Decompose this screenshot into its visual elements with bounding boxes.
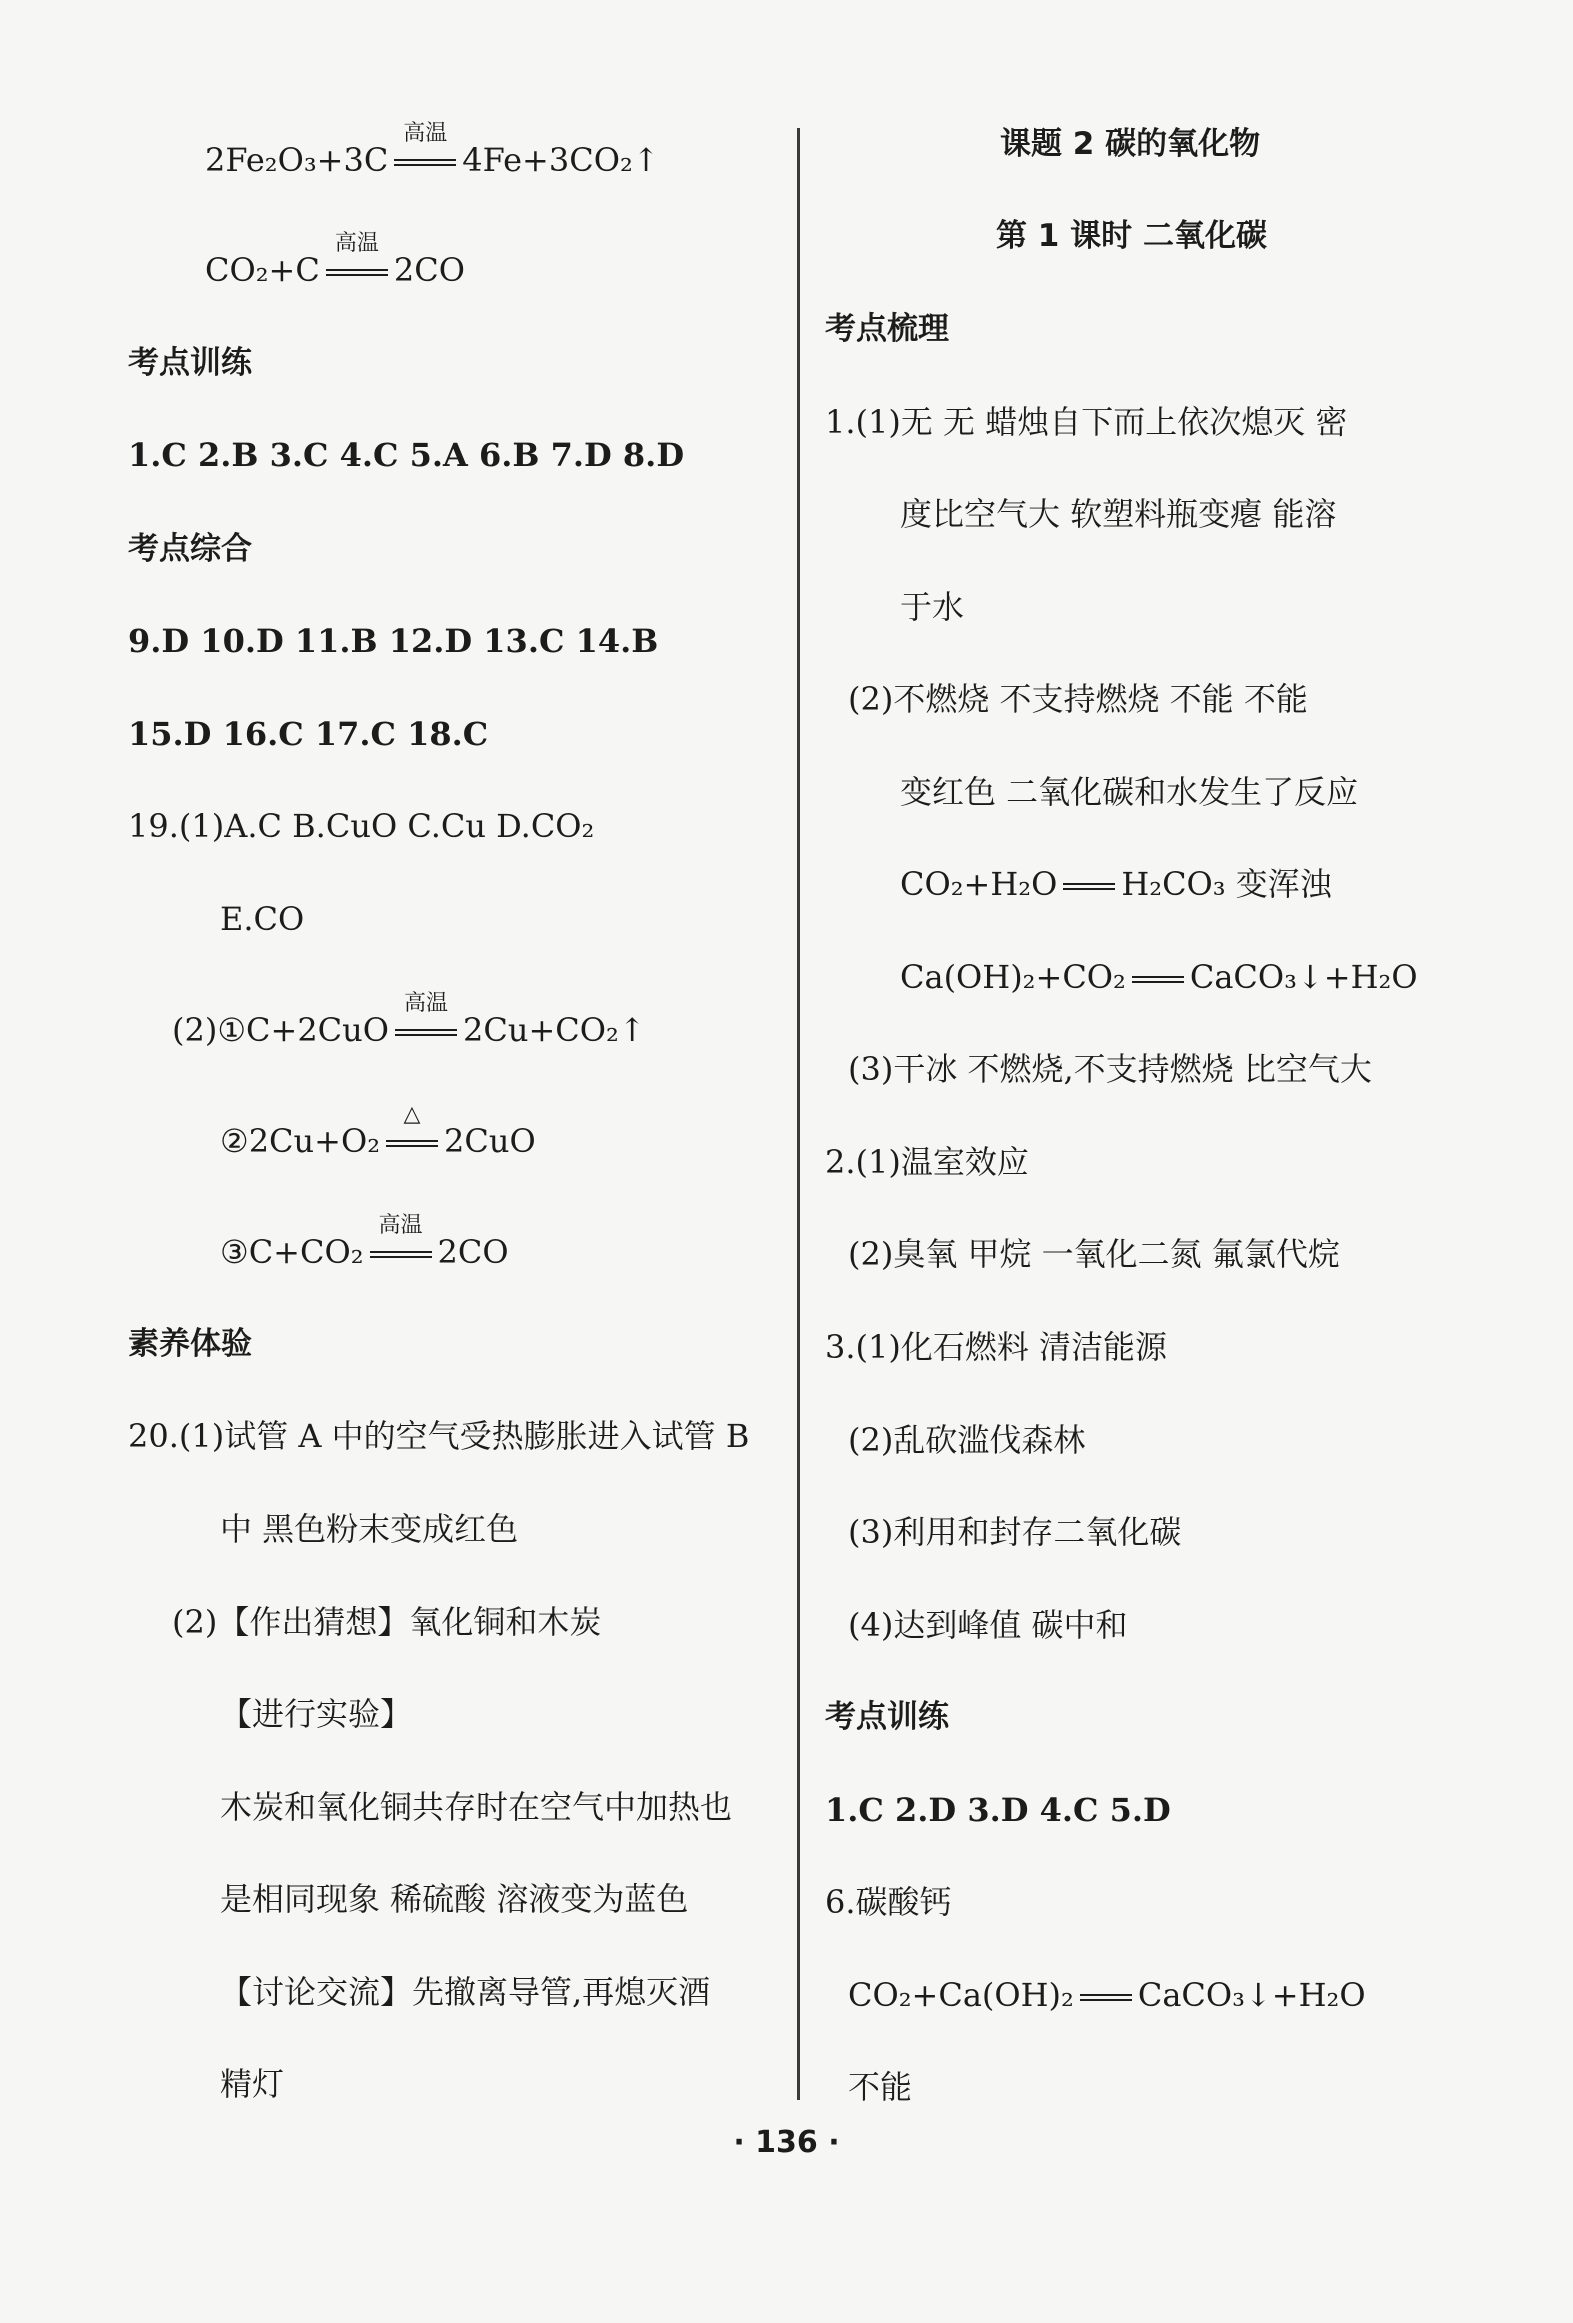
q19-part1-cont: E.CO bbox=[220, 900, 305, 938]
r6-equation: CO₂+Ca(OH)₂ CaCO₃↓+H₂O bbox=[848, 1976, 1366, 2014]
r3-line3: (3)利用和封存二氧化碳 bbox=[848, 1513, 1182, 1551]
equation-fe2o3: 2Fe₂O₃+3C 高温 4Fe+3CO₂↑ bbox=[205, 120, 660, 179]
q20-line8: 精灯 bbox=[220, 2065, 285, 2103]
page-number: · 136 · bbox=[733, 2125, 840, 2160]
comp-answers-row2: 15.D 16.C 17.C 18.C bbox=[128, 715, 489, 753]
r1-line2: 度比空气大 软塑料瓶变瘪 能溶 bbox=[900, 495, 1337, 533]
section-heading-literacy: 素养体验 bbox=[128, 1326, 252, 1362]
q20-line1: 20.(1)试管 A 中的空气受热膨胀进入试管 B bbox=[128, 1417, 750, 1455]
r2-line1: 2.(1)温室效应 bbox=[825, 1143, 1029, 1181]
column-divider bbox=[797, 128, 800, 2100]
r1-line8: (3)干冰 不燃烧,不支持燃烧 比空气大 bbox=[848, 1050, 1372, 1088]
r6-line3: 不能 bbox=[848, 2068, 913, 2106]
r1-equation-h2co3: CO₂+H₂O H₂CO₃ 变浑浊 bbox=[900, 865, 1332, 903]
section-heading-review: 考点梳理 bbox=[825, 311, 949, 347]
section-heading-train: 考点训练 bbox=[128, 345, 252, 381]
comp-answers-row1: 9.D 10.D 11.B 12.D 13.C 14.B bbox=[128, 622, 659, 660]
section-heading-comprehensive: 考点综合 bbox=[128, 531, 252, 567]
r3-line1: 3.(1)化石燃料 清洁能源 bbox=[825, 1328, 1168, 1366]
lesson-title: 第 1 课时 二氧化碳 bbox=[996, 218, 1267, 254]
r1-equation-caco3: Ca(OH)₂+CO₂ CaCO₃↓+H₂O bbox=[900, 958, 1418, 996]
q19-equation2: ②2Cu+O₂ △ 2CuO bbox=[220, 1101, 536, 1160]
q20-line7: 【讨论交流】先撤离导管,再熄灭酒 bbox=[220, 1973, 711, 2011]
q20-line5: 木炭和氧化铜共存时在空气中加热也 bbox=[220, 1788, 733, 1826]
r1-line5: 变红色 二氧化碳和水发生了反应 bbox=[900, 773, 1359, 811]
r1-line1: 1.(1)无 无 蜡烛自下而上依次熄灭 密 bbox=[825, 403, 1348, 441]
q19-equation3: ③C+CO₂ 高温 2CO bbox=[220, 1212, 509, 1271]
section-heading-train-right: 考点训练 bbox=[825, 1699, 949, 1735]
q20-line3: (2)【作出猜想】氧化铜和木炭 bbox=[172, 1603, 602, 1641]
r3-line4: (4)达到峰值 碳中和 bbox=[848, 1606, 1128, 1644]
r1-line3: 于水 bbox=[900, 588, 965, 626]
r3-line2: (2)乱砍滥伐森林 bbox=[848, 1421, 1086, 1459]
train-answers: 1.C 2.B 3.C 4.C 5.A 6.B 7.D 8.D bbox=[128, 436, 685, 474]
q19-equation1: (2)①C+2CuO 高温 2Cu+CO₂↑ bbox=[172, 990, 646, 1049]
train-answers-right: 1.C 2.D 3.D 4.C 5.D bbox=[825, 1791, 1171, 1829]
r6-line1: 6.碳酸钙 bbox=[825, 1883, 952, 1921]
q20-line6: 是相同现象 稀硫酸 溶液变为蓝色 bbox=[220, 1880, 689, 1918]
r1-line4: (2)不燃烧 不支持燃烧 不能 不能 bbox=[848, 680, 1308, 718]
topic-title: 课题 2 碳的氧化物 bbox=[1000, 126, 1261, 162]
q20-line2: 中 黑色粉末变成红色 bbox=[220, 1510, 519, 1548]
q20-line4: 【进行实验】 bbox=[220, 1695, 413, 1733]
equation-co2-c: CO₂+C 高温 2CO bbox=[205, 230, 465, 289]
q19-part1: 19.(1)A.C B.CuO C.Cu D.CO₂ bbox=[128, 807, 595, 845]
r2-line2: (2)臭氧 甲烷 一氧化二氮 氟氯代烷 bbox=[848, 1235, 1340, 1273]
